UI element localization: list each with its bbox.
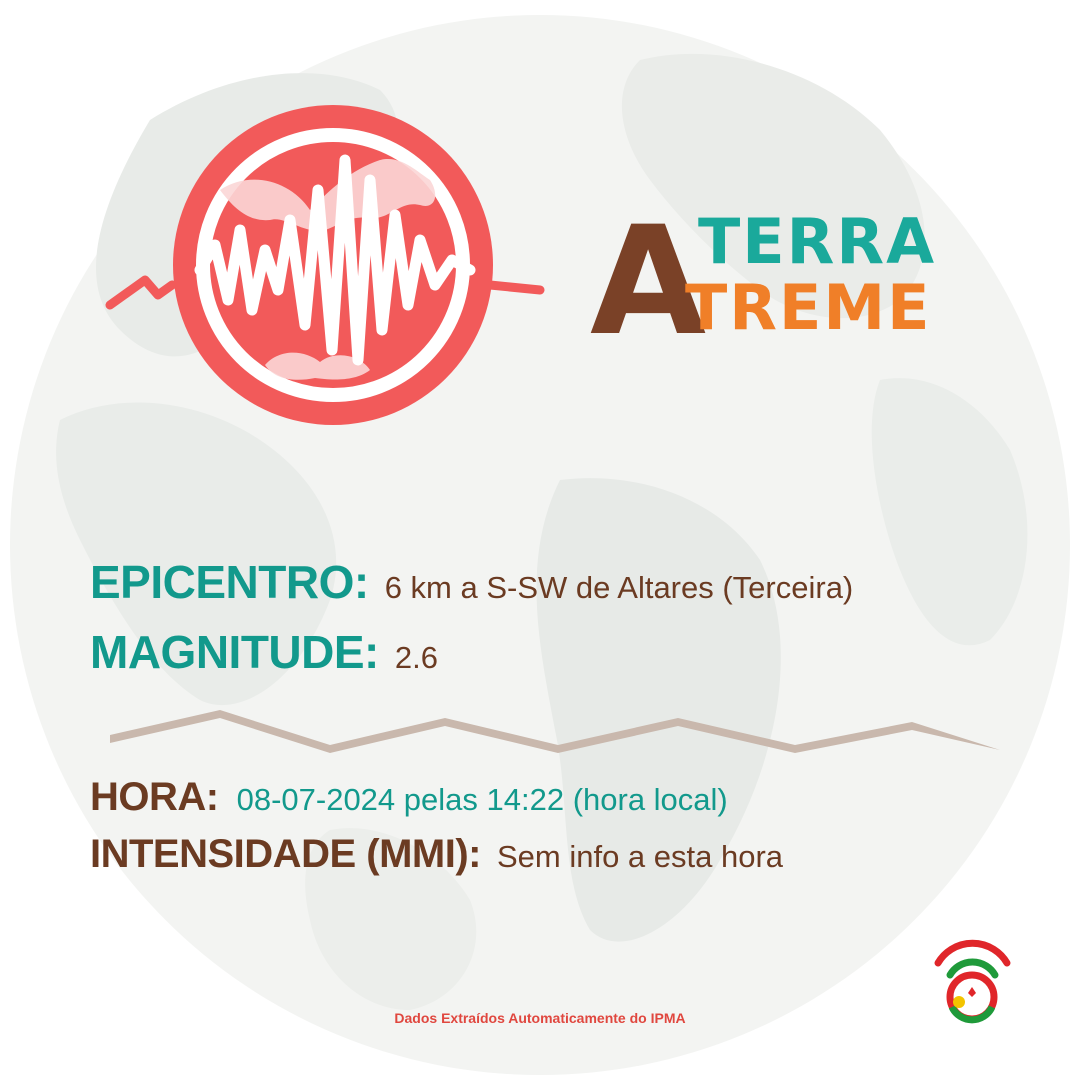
zigzag-divider [100, 700, 1010, 760]
magnitude-row [90, 625, 438, 679]
a-terra-treme-logo [590, 195, 980, 340]
magnitude-value: 2.6 [394, 640, 438, 675]
footer-note: Dados Extraídos Automaticamente do IPMA [394, 1010, 686, 1026]
intensidade-row [90, 832, 783, 877]
epicentro-row [90, 555, 853, 609]
hora-label: HORA: [90, 775, 219, 819]
brand-letter-a: A [590, 195, 707, 340]
brand-word-treme: TREME [685, 271, 932, 340]
epicentro-value: 6 km a S-SW de Altares (Terceira) [384, 570, 854, 605]
intensidade-value: Sem info a esta hora [496, 839, 784, 874]
hora-row [90, 775, 728, 820]
seismograph-icon [100, 100, 550, 440]
magnitude-label: MAGNITUDE: [90, 626, 379, 678]
brand-word-terra: TERRA [698, 205, 937, 278]
epicentro-label: EPICENTRO: [90, 556, 369, 608]
intensidade-label: INTENSIDADE (MMI): [90, 832, 481, 876]
hora-value: 08-07-2024 pelas 14:22 (hora local) [236, 782, 728, 817]
